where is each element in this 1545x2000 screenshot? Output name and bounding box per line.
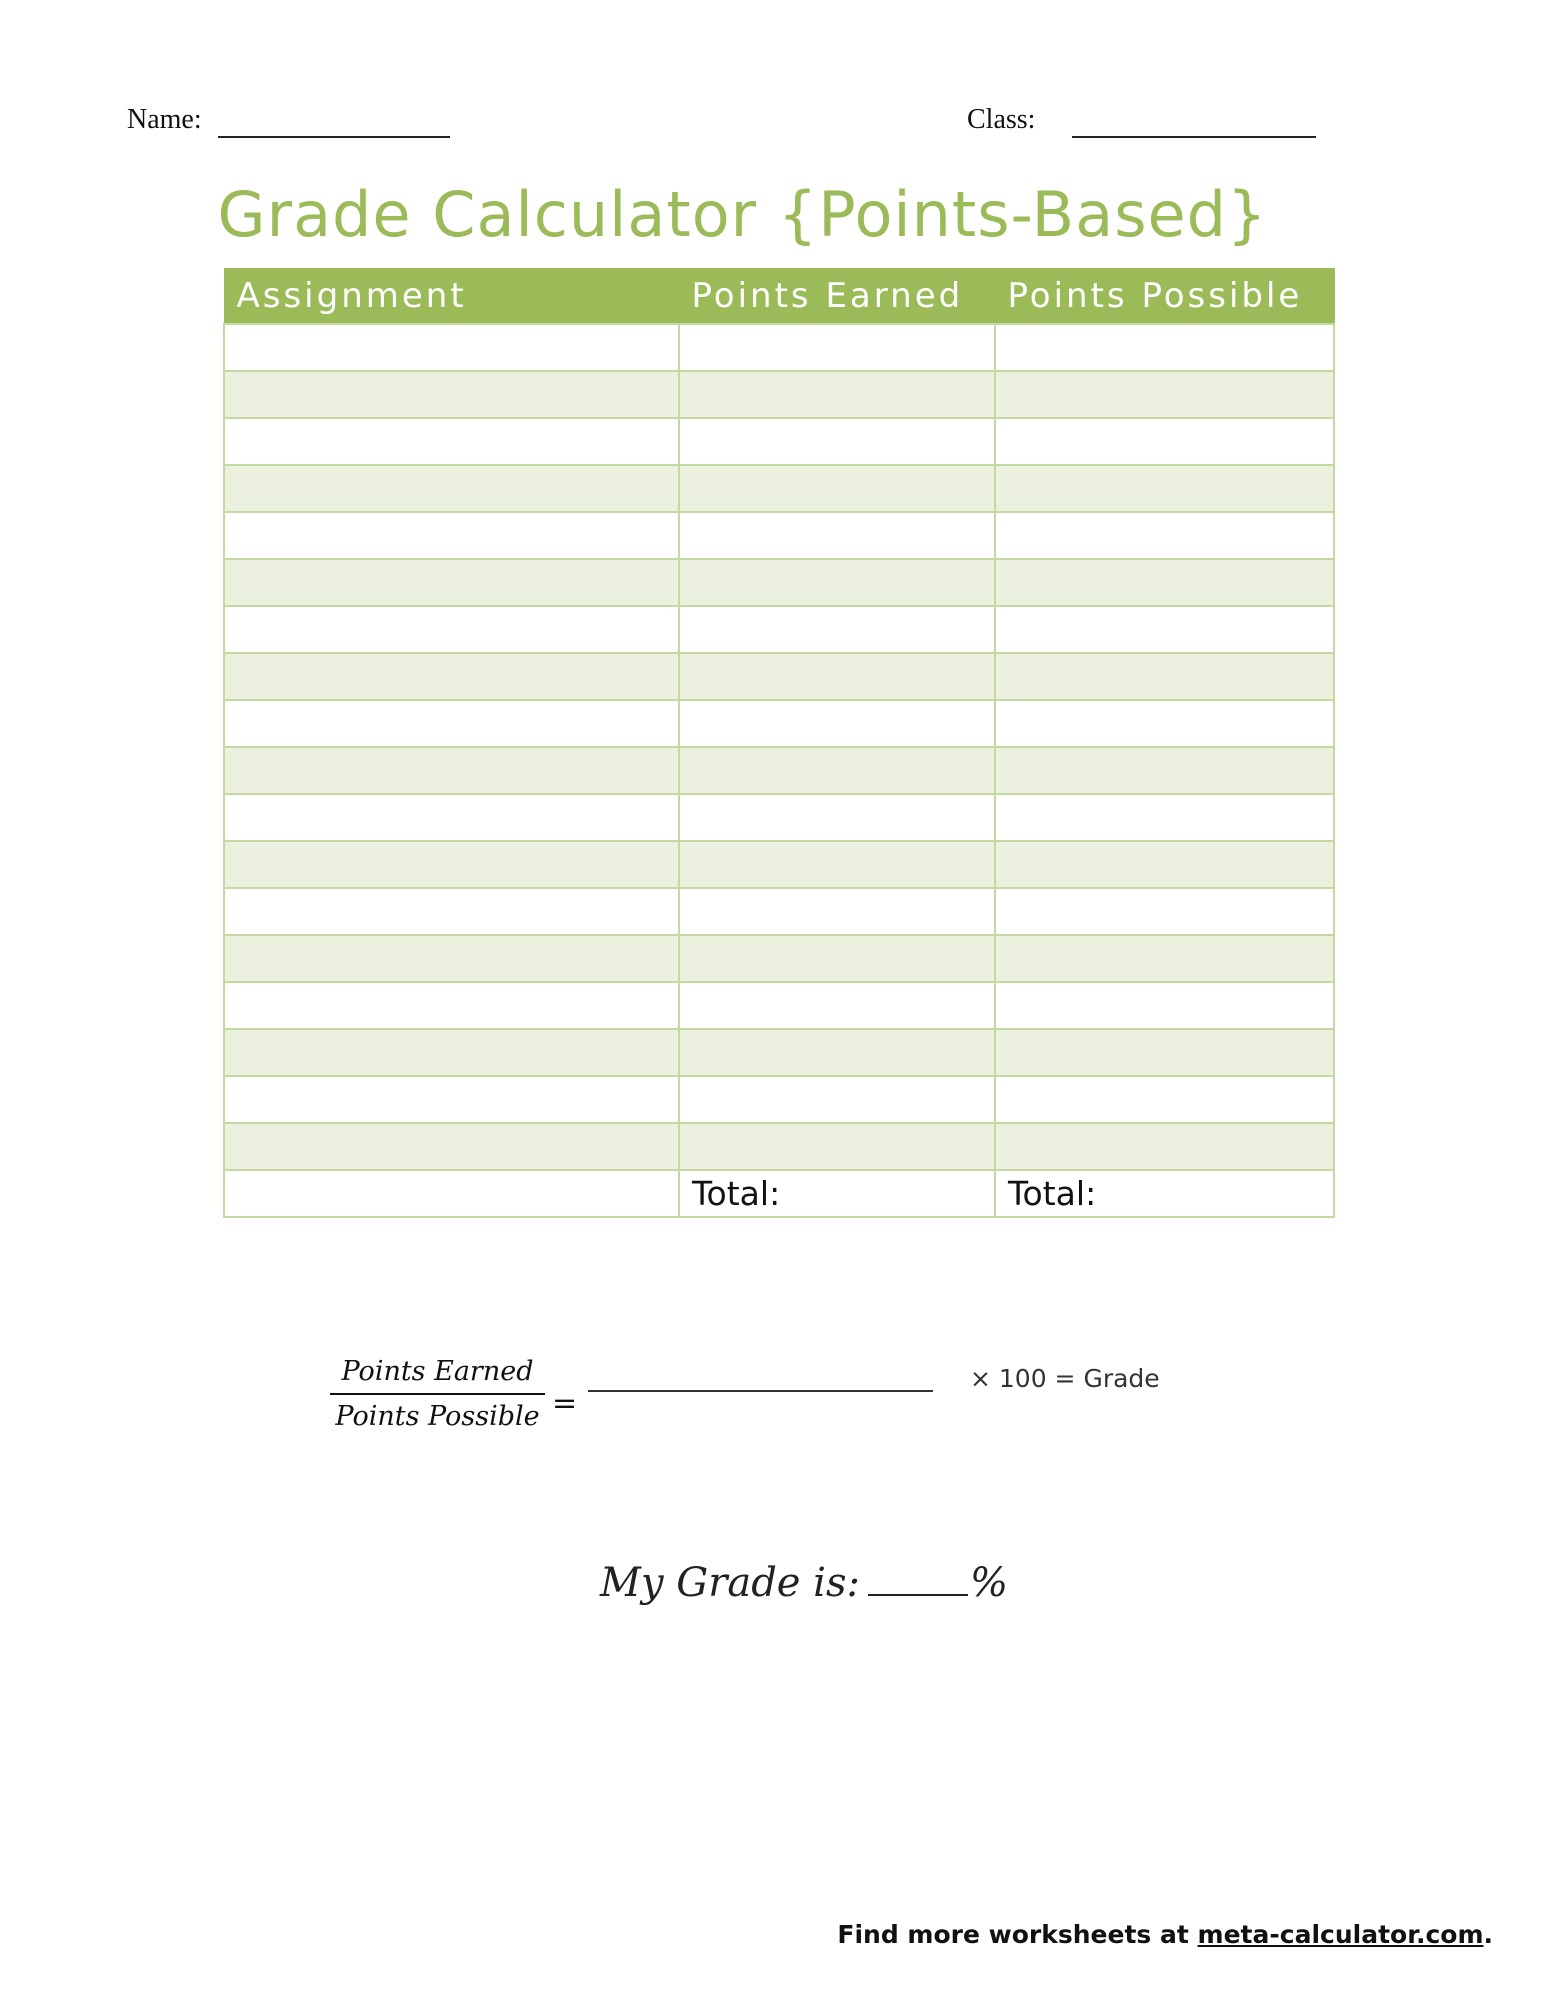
points-possible-cell[interactable] [995,841,1334,888]
table-row [224,888,1334,935]
formula-fraction [330,1356,545,1432]
assignment-cell[interactable] [224,982,679,1029]
points-possible-cell[interactable] [995,1029,1334,1076]
table-row [224,465,1334,512]
my-grade-line [600,1560,1008,1606]
footer-link[interactable]: meta-calculator.com [1197,1920,1484,1949]
assignment-cell[interactable] [224,653,679,700]
total-row [224,1170,1334,1217]
table-row [224,324,1334,371]
table-row [224,418,1334,465]
table-row [224,1029,1334,1076]
points-earned-cell[interactable] [679,700,995,747]
table-row [224,653,1334,700]
points-possible-cell[interactable] [995,465,1334,512]
my-grade-blank[interactable] [868,1594,968,1596]
class-blank-line [1072,136,1316,138]
class-label: Class: [967,104,1036,135]
total-earned-cell[interactable]: Total: [679,1170,995,1217]
points-earned-cell[interactable] [679,794,995,841]
points-possible-cell[interactable] [995,512,1334,559]
assignment-cell[interactable] [224,559,679,606]
table-row [224,841,1334,888]
table-row [224,982,1334,1029]
table-row [224,1123,1334,1170]
formula-answer-line[interactable] [588,1390,933,1392]
points-earned-cell[interactable] [679,841,995,888]
footer [837,1920,1493,1949]
assignment-cell[interactable] [224,418,679,465]
assignment-cell[interactable] [224,512,679,559]
grade-formula [330,1356,1230,1456]
points-possible-cell[interactable] [995,888,1334,935]
points-earned-cell[interactable] [679,1029,995,1076]
points-possible-cell[interactable] [995,747,1334,794]
points-earned-cell[interactable] [679,935,995,982]
points-earned-cell[interactable] [679,888,995,935]
name-label: Name: [127,104,202,135]
points-earned-cell[interactable] [679,512,995,559]
assignment-cell[interactable] [224,324,679,371]
table-body [224,324,1334,1217]
total-possible-cell[interactable]: Total: [995,1170,1334,1217]
formula-multiplier: × 100 = Grade [970,1364,1160,1393]
percent-sign: % [969,1560,1008,1606]
points-possible-cell[interactable] [995,935,1334,982]
table-row [224,512,1334,559]
formula-equals-sign: = [552,1386,578,1421]
assignment-cell[interactable] [224,794,679,841]
points-possible-cell[interactable] [995,653,1334,700]
points-possible-cell[interactable] [995,559,1334,606]
points-possible-cell[interactable] [995,418,1334,465]
table-row [224,1076,1334,1123]
assignment-cell[interactable] [224,700,679,747]
footer-prefix: Find more worksheets at [837,1920,1189,1949]
points-possible-cell[interactable] [995,700,1334,747]
table-row [224,700,1334,747]
grades-table [223,268,1335,1218]
table-row [224,794,1334,841]
points-earned-cell[interactable] [679,982,995,1029]
points-possible-cell[interactable] [995,606,1334,653]
my-grade-label: My Grade is: [600,1560,860,1606]
points-earned-cell[interactable] [679,559,995,606]
table-row [224,747,1334,794]
assignment-cell[interactable] [224,935,679,982]
points-earned-cell[interactable] [679,747,995,794]
points-possible-cell[interactable] [995,371,1334,418]
assignment-cell[interactable] [224,747,679,794]
assignment-cell[interactable] [224,1123,679,1170]
column-header-points-earned: Points Earned [679,269,995,325]
points-possible-cell[interactable] [995,794,1334,841]
name-blank-line [218,136,450,138]
points-earned-cell[interactable] [679,653,995,700]
points-possible-cell[interactable] [995,1123,1334,1170]
table-row [224,935,1334,982]
points-earned-cell[interactable] [679,418,995,465]
formula-numerator: Points Earned [330,1356,545,1395]
points-earned-cell[interactable] [679,324,995,371]
points-earned-cell[interactable] [679,465,995,512]
column-header-points-possible: Points Possible [995,269,1334,325]
footer-suffix: . [1483,1920,1493,1949]
assignment-cell[interactable] [224,1029,679,1076]
assignment-cell[interactable] [224,371,679,418]
assignment-cell[interactable] [224,465,679,512]
assignment-cell[interactable] [224,888,679,935]
points-earned-cell[interactable] [679,1076,995,1123]
table-header-row [224,269,1334,325]
table-row [224,371,1334,418]
points-earned-cell[interactable] [679,606,995,653]
table-row [224,559,1334,606]
points-possible-cell[interactable] [995,982,1334,1029]
assignment-cell[interactable] [224,606,679,653]
page-title-text: Grade Calculator {Points-Based} [217,178,1268,251]
page-title [0,178,1545,251]
points-possible-cell[interactable] [995,1076,1334,1123]
points-possible-cell[interactable] [995,324,1334,371]
table-row [224,606,1334,653]
assignment-cell[interactable] [224,1076,679,1123]
points-earned-cell[interactable] [679,1123,995,1170]
formula-denominator: Points Possible [335,1401,540,1432]
column-header-assignment: Assignment [224,269,679,325]
total-assignment-cell[interactable] [224,1170,679,1217]
assignment-cell[interactable] [224,841,679,888]
points-earned-cell[interactable] [679,371,995,418]
